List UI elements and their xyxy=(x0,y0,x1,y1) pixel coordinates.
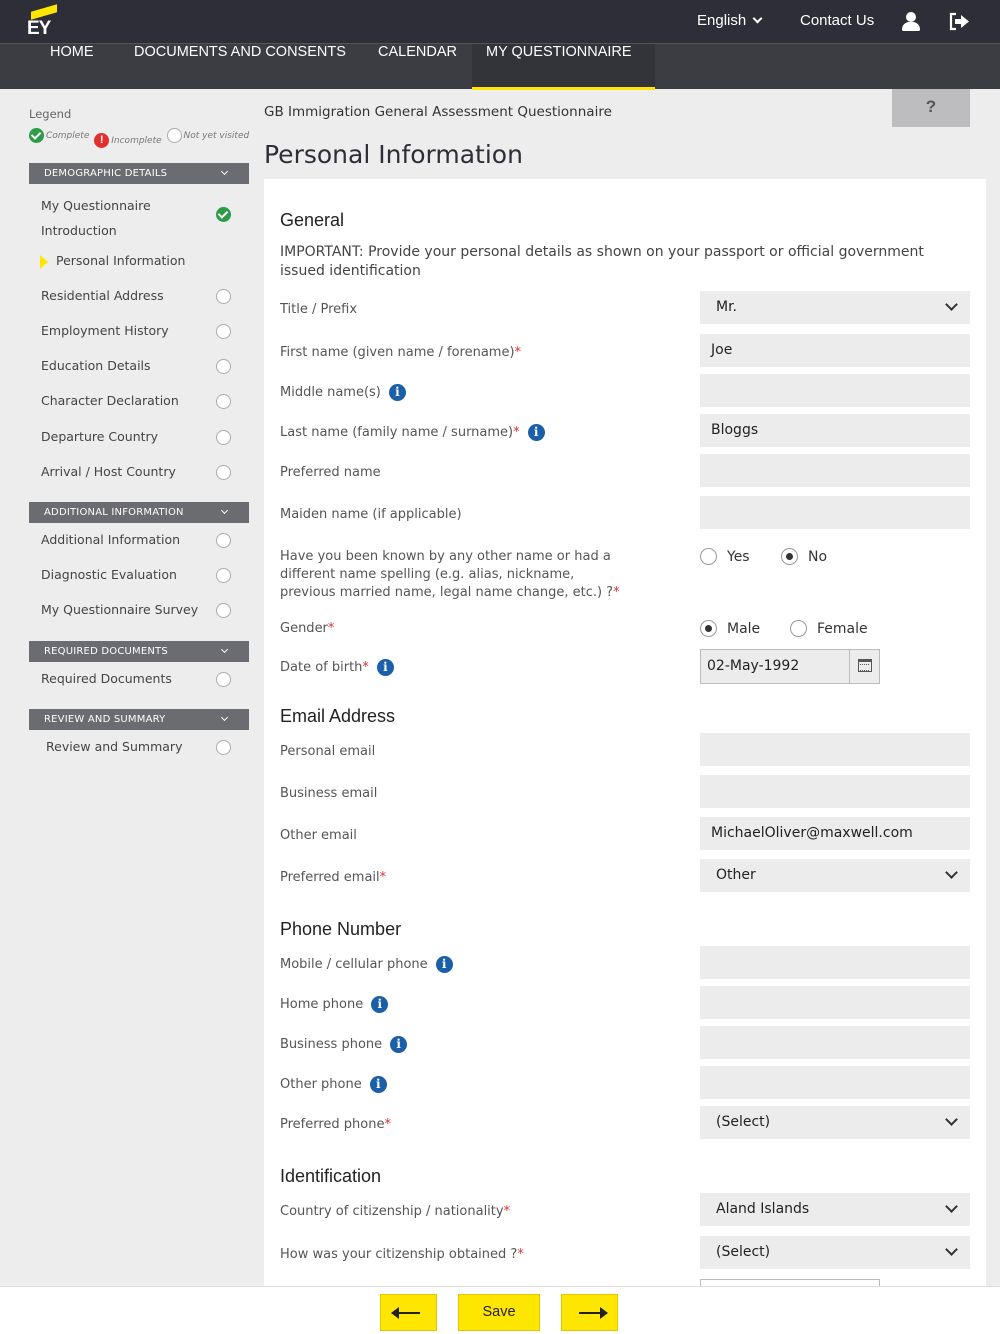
page-title: Personal Information xyxy=(264,140,523,169)
chevron-down-icon xyxy=(753,14,763,24)
section-title: REQUIRED DOCUMENTS xyxy=(44,646,168,657)
middle-name-field[interactable] xyxy=(700,374,970,407)
citizenship-obtained-label: How was your citizenship obtained ?* xyxy=(280,1247,524,1262)
dob-label: Date of birth* i xyxy=(280,659,394,677)
other-name-no-radio[interactable]: No xyxy=(781,548,827,565)
nav-my-questionnaire[interactable]: MY QUESTIONNAIRE xyxy=(472,44,655,90)
complete-icon xyxy=(29,128,44,143)
section-heading-general: General xyxy=(280,210,345,230)
sidebar-item-education-details[interactable]: Education Details xyxy=(41,358,151,373)
language-selector[interactable] xyxy=(697,12,761,29)
section-additional-information[interactable] xyxy=(29,502,249,523)
gender-female-radio[interactable]: Female xyxy=(790,620,868,637)
citizenship-select[interactable] xyxy=(700,1193,970,1226)
citizenship-label: Country of citizenship / nationality* xyxy=(280,1204,511,1219)
not-visited-icon xyxy=(216,568,231,583)
legend-not-visited: Not yet visited xyxy=(183,130,250,141)
main-nav xyxy=(0,43,1000,89)
mobile-phone-field[interactable] xyxy=(700,946,970,979)
important-notice: IMPORTANT: Provide your personal details as shown on your passport or official government issued identification xyxy=(280,244,924,279)
section-required-documents[interactable] xyxy=(29,641,249,662)
gender-male-radio[interactable]: Male xyxy=(700,620,760,637)
sidebar-item-employment-history[interactable]: Employment History xyxy=(41,323,169,338)
sidebar-item-residential-address[interactable]: Residential Address xyxy=(41,288,164,303)
title-prefix-label: Title / Prefix xyxy=(280,302,358,317)
sidebar xyxy=(0,89,258,1289)
business-email-label: Business email xyxy=(280,786,378,801)
other-name-question: Have you been known by any other name or had a different name spelling (e.g. alias, nickname, previous married name, legal name change, etc.) ?* xyxy=(280,549,620,600)
preferred-name-label: Preferred name xyxy=(280,465,381,480)
select-value: Other xyxy=(716,867,756,883)
chevron-down-icon xyxy=(945,1113,958,1126)
other-email-label: Other email xyxy=(280,828,357,843)
other-name-yes-radio[interactable]: Yes xyxy=(700,548,750,565)
arrow-right-icon xyxy=(579,1312,601,1314)
sidebar-item-arrival-host-country[interactable]: Arrival / Host Country xyxy=(41,464,176,479)
nav-home[interactable]: HOME xyxy=(50,44,94,60)
radio-unchecked-icon xyxy=(790,620,807,637)
sidebar-item-additional-information[interactable]: Additional Information xyxy=(41,532,181,547)
middle-name-label: Middle name(s) i xyxy=(280,384,406,402)
section-title: REVIEW AND SUMMARY xyxy=(44,714,166,725)
last-name-field[interactable]: Bloggs xyxy=(700,414,970,447)
other-phone-field[interactable] xyxy=(700,1066,970,1099)
sidebar-item-review-and-summary[interactable]: Review and Summary xyxy=(46,739,183,754)
select-value: (Select) xyxy=(716,1114,771,1130)
info-icon[interactable]: i xyxy=(377,659,394,676)
contact-us-link[interactable]: Contact Us xyxy=(800,12,875,29)
select-value: Aland Islands xyxy=(716,1201,810,1217)
other-phone-label: Other phone i xyxy=(280,1076,387,1094)
not-visited-icon xyxy=(167,128,182,143)
not-visited-icon xyxy=(216,740,231,755)
logout-icon[interactable] xyxy=(948,12,970,31)
chevron-down-icon xyxy=(945,1200,958,1213)
top-bar xyxy=(0,0,1000,43)
legend-title: Legend xyxy=(29,107,72,121)
section-title: DEMOGRAPHIC DETAILS xyxy=(44,168,168,179)
user-icon[interactable] xyxy=(902,12,920,31)
home-phone-field[interactable] xyxy=(700,986,970,1019)
sidebar-item-my-questionnaire-introduction[interactable] xyxy=(41,193,151,243)
not-visited-icon xyxy=(216,430,231,445)
legend-complete: Complete xyxy=(46,130,90,141)
ey-logo[interactable] xyxy=(27,6,63,38)
first-name-field[interactable]: Joe xyxy=(700,334,970,367)
dob-field[interactable] xyxy=(700,649,880,684)
nav-documents-and-consents[interactable]: DOCUMENTS AND CONSENTS xyxy=(134,44,346,60)
radio-checked-icon xyxy=(781,548,798,565)
info-icon[interactable]: i xyxy=(528,424,545,441)
sidebar-item-required-documents[interactable]: Required Documents xyxy=(41,671,172,686)
first-name-label: First name (given name / forename)* xyxy=(280,345,522,360)
gender-label: Gender* xyxy=(280,621,335,636)
help-button[interactable]: ? xyxy=(892,89,970,127)
citizenship-obtained-select[interactable] xyxy=(700,1236,970,1269)
last-name-label: Last name (family name / surname)* i xyxy=(280,424,545,442)
preferred-phone-select[interactable] xyxy=(700,1106,970,1139)
sidebar-item-departure-country[interactable]: Departure Country xyxy=(41,429,159,444)
calendar-button[interactable] xyxy=(849,650,879,683)
not-visited-icon xyxy=(216,465,231,480)
chevron-down-icon xyxy=(221,507,228,514)
section-title: ADDITIONAL INFORMATION xyxy=(44,507,184,518)
not-visited-icon xyxy=(216,672,231,687)
not-visited-icon xyxy=(216,324,231,339)
sidebar-item-character-declaration[interactable]: Character Declaration xyxy=(41,393,179,408)
preferred-phone-label: Preferred phone* xyxy=(280,1117,391,1132)
language-label: English xyxy=(697,12,747,29)
not-visited-icon xyxy=(216,359,231,374)
section-demographic-details[interactable] xyxy=(29,163,249,184)
current-page-marker-icon xyxy=(40,255,48,269)
complete-icon xyxy=(216,207,231,222)
footer-bar xyxy=(0,1286,1000,1334)
previous-button[interactable] xyxy=(380,1294,437,1331)
legend xyxy=(29,128,251,148)
save-button[interactable]: Save xyxy=(458,1294,540,1331)
legend-incomplete: Incomplete xyxy=(111,135,162,146)
not-visited-icon xyxy=(216,394,231,409)
info-icon[interactable]: i xyxy=(436,956,453,973)
business-phone-field[interactable] xyxy=(700,1026,970,1059)
chevron-down-icon xyxy=(221,646,228,653)
chevron-down-icon xyxy=(945,866,958,879)
section-heading-identification: Identification xyxy=(280,1166,382,1186)
sidebar-item-diagnostic-evaluation[interactable]: Diagnostic Evaluation xyxy=(41,567,177,582)
not-visited-icon xyxy=(216,603,231,618)
select-value: (Select) xyxy=(716,1244,771,1260)
radio-unchecked-icon xyxy=(700,548,717,565)
maiden-name-label: Maiden name (if applicable) xyxy=(280,507,462,522)
info-icon[interactable]: i xyxy=(371,996,388,1013)
info-icon[interactable]: i xyxy=(389,384,406,401)
sidebar-item-personal-information[interactable]: Personal Information xyxy=(56,253,186,268)
select-value: Mr. xyxy=(716,299,737,315)
preferred-email-label: Preferred email* xyxy=(280,870,387,885)
not-visited-icon xyxy=(216,533,231,548)
chevron-down-icon xyxy=(221,714,228,721)
radio-checked-icon xyxy=(700,620,717,637)
incomplete-icon: ! xyxy=(94,133,109,148)
dob-value: 02-May-1992 xyxy=(707,658,800,674)
personal-email-label: Personal email xyxy=(280,744,376,759)
logo-text: EY xyxy=(27,18,51,39)
home-phone-label: Home phone i xyxy=(280,996,388,1014)
section-heading-phone: Phone Number xyxy=(280,919,402,939)
arrow-left-icon xyxy=(398,1312,420,1314)
sidebar-item-label-line1: My Questionnaire xyxy=(41,198,151,213)
info-icon[interactable]: i xyxy=(370,1076,387,1093)
preferred-name-field[interactable] xyxy=(700,454,970,487)
calendar-icon xyxy=(858,659,872,672)
nav-calendar[interactable]: CALENDAR xyxy=(378,44,457,60)
section-review-and-summary[interactable] xyxy=(29,709,249,730)
sidebar-item-my-questionnaire-survey[interactable]: My Questionnaire Survey xyxy=(41,602,199,617)
not-visited-icon xyxy=(216,289,231,304)
maiden-name-field[interactable] xyxy=(700,496,970,529)
business-phone-label: Business phone i xyxy=(280,1036,407,1054)
mobile-phone-label: Mobile / cellular phone i xyxy=(280,956,453,974)
business-email-field[interactable] xyxy=(700,775,970,808)
chevron-down-icon xyxy=(945,298,958,311)
title-prefix-select[interactable] xyxy=(700,291,970,324)
chevron-down-icon xyxy=(221,168,228,175)
chevron-down-icon xyxy=(945,1243,958,1256)
personal-email-field[interactable] xyxy=(700,733,970,766)
other-email-field[interactable]: MichaelOliver@maxwell.com xyxy=(700,817,970,850)
next-button[interactable] xyxy=(561,1294,618,1331)
sidebar-item-label-line2: Introduction xyxy=(41,223,117,238)
breadcrumb: GB Immigration General Assessment Questionnaire xyxy=(264,104,612,120)
preferred-email-select[interactable] xyxy=(700,859,970,892)
section-heading-email: Email Address xyxy=(280,706,396,726)
info-icon[interactable]: i xyxy=(390,1036,407,1053)
